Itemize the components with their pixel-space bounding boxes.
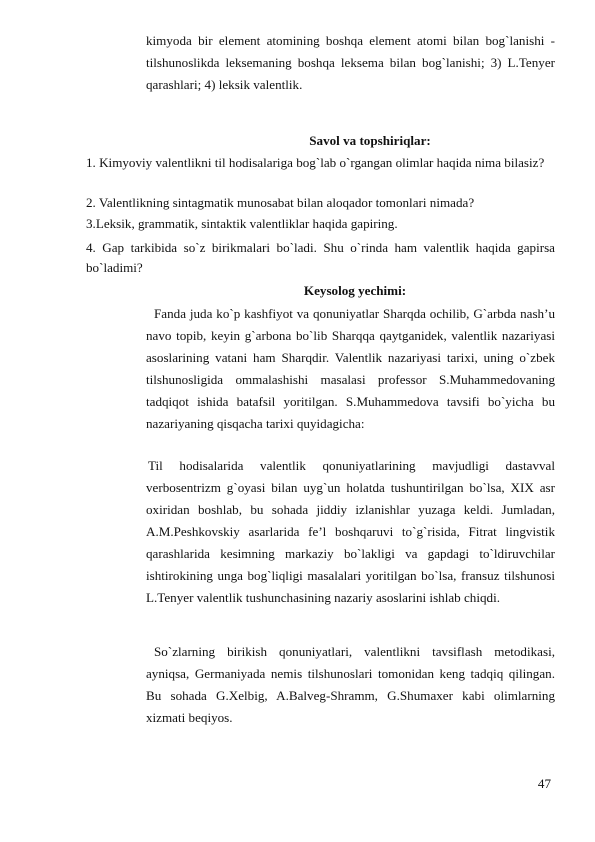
question-3: 3.Leksik, grammatik, sintaktik valentliklar haqida gapiring.: [86, 216, 398, 231]
question-2: 2. Valentlikning sintagmatik munosabat bilan aloqador tomonlari nimada?: [86, 195, 475, 210]
intro-paragraph: kimyoda bir element atomining boshqa element atomi bilan bog`lanishi - tilshunoslikda leksemaning boshqa leksema bilan bog`lanishi; 3) L.Tenyer qarashlari; 4) leksik valentlik.: [146, 33, 555, 92]
page-number: 47: [537, 776, 551, 791]
paragraph-3: So`zlarning birikish qonuniyatlari, valentlikni tavsiflash metodikasi, ayniqsa, Germaniyada nemis tilshunoslari tomonidan keng tadqiq qilingan. Bu sohada G.Xelbig, A.Balveg-Shramm, G.Shumaxer kabi olimlarning xizmati beqiyos.: [146, 644, 555, 725]
paragraph-2: Til hodisalarida valentlik qonuniyatlarining mavjudligi dastavval verbosentrizm g`oyasi bilan uyg`un holatda tushuntirilgan bo`lsa, XIX asr oxiridan boshlab, bu sohada jiddiy izlanishlar yuzaga keldi. Jumladan, A.M.Peshkovskiy asarlarida fe’l boshqaruvi to`g`risida, Fitrat lingvistik qarashlarida kesimning markaziy bo`lakligi va gapdagi to`ldiruvchilar ishtirokining unga bog`liqligi masalalari yoritilgan bo`lsa, fransuz tilshunosi L.Tenyer valentlik tushunchasining nazariy asoslarini ishlab chiqdi.: [146, 458, 555, 605]
paragraph-1: Fanda juda ko`p kashfiyot va qonuniyatlar Sharqda ochilib, G`arbda nash’u navo topib, keyin g`arbona bo`lib Sharqqa qaytganidek, valentlik nazariyasi asoslarining vatani ham Sharqdir. Valentlik nazariyasi tarixi, uning o`zbek tilshunosligida ommalashishi masalasi professor S.Muhammedovaning tadqiqot ishida batafsil yoritilgan. S.Muhammedova tavsifi bo`yicha bu nazariyaning qisqacha tarixi quyidagicha:: [146, 306, 555, 431]
question-1: 1. Kimyoviy valentlikni til hodisalariga bog`lab o`rgangan olimlar haqida nima bilasiz?: [86, 155, 545, 170]
solution-title: Keysolog yechimi:: [303, 283, 407, 298]
question-4: 4. Gap tarkibida so`z birikmalari bo`ladi. Shu o`rinda ham valentlik haqida gapirsa bo`ladimi?: [86, 240, 555, 275]
section-title: Savol va topshiriqlar:: [309, 133, 431, 148]
